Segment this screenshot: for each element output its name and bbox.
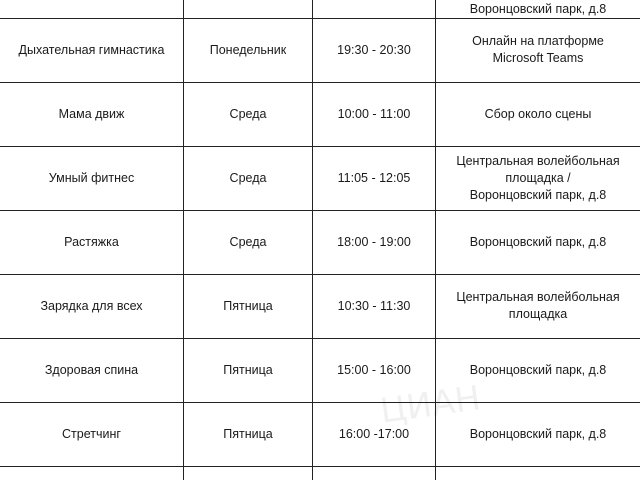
location-cell: Центральная волейбольная площадка / Воронцовский парк, д.8 — [456, 153, 620, 202]
location-cell: Сбор около сцены — [484, 106, 592, 121]
location-cell: Воронцовский парк, д.8 — [469, 362, 607, 377]
column-divider — [183, 0, 184, 480]
activity-name: Мама движ — [58, 106, 125, 121]
time-cell: 15:00 - 16:00 — [337, 362, 411, 377]
activity-name: Растяжка — [64, 234, 119, 249]
day-cell: Пятница — [223, 426, 273, 441]
day-cell: Понедельник — [209, 42, 287, 57]
time-cell: 19:30 - 20:30 — [337, 42, 411, 57]
time-cell: 18:00 - 19:00 — [337, 234, 411, 249]
activity-name: Стретчинг — [62, 426, 121, 441]
time-cell: 10:00 - 11:00 — [337, 106, 411, 121]
day-cell: Среда — [229, 170, 267, 185]
watermark: ЦИАН — [377, 378, 483, 432]
time-cell: 11:05 - 12:05 — [337, 170, 411, 185]
time-cell: 10:30 - 11:30 — [337, 298, 411, 313]
location-cell: Воронцовский парк, д.8 — [469, 2, 607, 16]
location-cell: Онлайн на платформе Microsoft Teams — [472, 34, 604, 65]
day-cell: Пятница — [223, 362, 273, 377]
day-cell: Среда — [229, 234, 267, 249]
location-cell: Воронцовский парк, д.8 — [469, 426, 607, 441]
activity-name: Здоровая спина — [44, 362, 139, 377]
location-cell: Центральная волейбольная площадка — [456, 290, 620, 321]
time-cell: 16:00 -17:00 — [338, 426, 410, 441]
day-cell: Среда — [229, 106, 267, 121]
location-cell: Воронцовский парк, д.8 — [469, 234, 607, 249]
column-divider — [312, 0, 313, 480]
activity-name: Зарядка для всех — [40, 298, 143, 313]
activity-name: Дыхательная гимнастика — [18, 42, 165, 57]
activity-name: Умный фитнес — [48, 170, 135, 185]
day-cell: Пятница — [223, 298, 273, 313]
